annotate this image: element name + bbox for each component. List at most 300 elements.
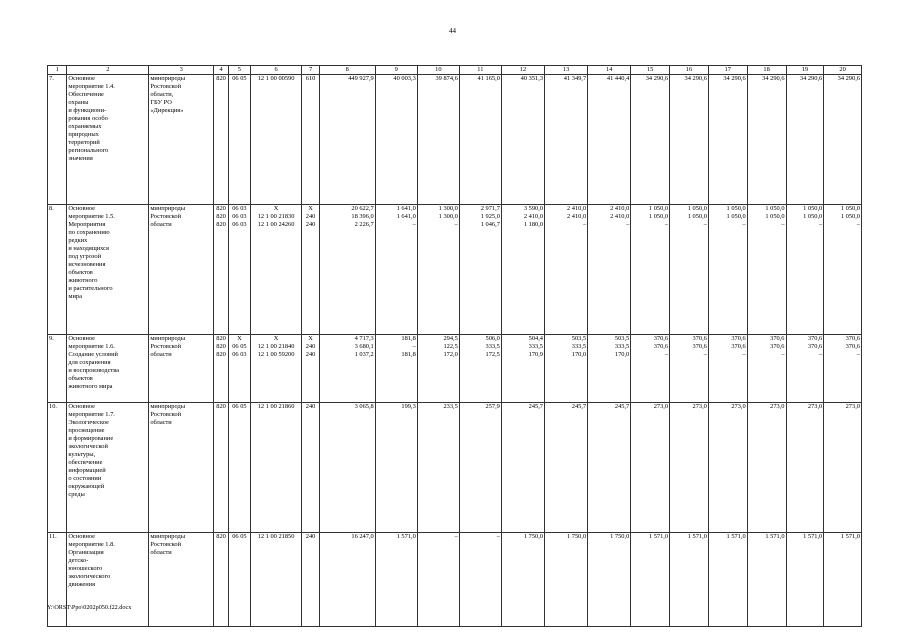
measure-name-line: охраны	[68, 99, 89, 106]
value-line: 41 440,4	[606, 75, 630, 82]
value-line: 122,5	[443, 343, 458, 350]
measure-name-line: мероприятие 1.6.	[68, 343, 115, 350]
measure-name-line: Экологическое	[68, 419, 109, 426]
value-line: 06 05	[232, 343, 247, 350]
executor-line: минприроды	[150, 205, 186, 212]
value-line: 1 050,0	[765, 205, 785, 212]
value-line: 1 050,0	[726, 205, 746, 212]
measure-name-line: мероприятие 1.5.	[68, 213, 115, 220]
value-cell	[824, 75, 862, 205]
value-line: 273,0	[731, 403, 746, 410]
value-line: 3 590,0	[523, 205, 544, 212]
value-cell	[319, 403, 375, 533]
value-line: 820	[216, 221, 226, 228]
value-line: 1 571,0	[840, 533, 860, 540]
value-cell	[708, 533, 747, 627]
measure-name-line: животного	[68, 277, 98, 284]
value-cell	[824, 335, 862, 403]
value-cell	[375, 75, 417, 205]
value-cell	[229, 403, 251, 533]
table-row	[48, 403, 862, 533]
measure-name-line: рования особо	[68, 115, 108, 122]
value-line: 2 410,0	[523, 213, 544, 220]
measure-name	[67, 335, 149, 403]
value-line: 34 290,6	[645, 75, 669, 82]
value-line: 34 290,6	[837, 75, 860, 82]
value-line: 257,9	[485, 403, 500, 410]
value-cell	[501, 75, 544, 205]
value-line: 504,4	[528, 335, 544, 342]
value-line: 333,5	[485, 343, 500, 350]
value-line: 820	[216, 343, 226, 350]
value-line: 181,8	[401, 351, 416, 358]
value-line: 41 349,7	[563, 75, 587, 82]
value-line: 3 065,8	[354, 403, 374, 410]
value-cell	[375, 403, 417, 533]
value-cell	[459, 75, 501, 205]
column-number: 9	[375, 66, 417, 75]
value-cell	[747, 335, 786, 403]
value-cell	[375, 335, 417, 403]
value-line: 16 247,0	[351, 533, 374, 540]
value-line: 1 750,0	[610, 533, 630, 540]
value-cell	[302, 75, 319, 205]
value-cell	[229, 205, 251, 335]
value-line: 06 05	[232, 75, 247, 82]
value-line: –	[664, 221, 669, 228]
value-cell	[417, 403, 459, 533]
value-cell	[417, 205, 459, 335]
column-number: 13	[545, 66, 588, 75]
value-cell	[229, 533, 251, 627]
measure-name-line: охраняемых	[68, 123, 102, 130]
value-line: 34 290,6	[723, 75, 746, 82]
value-line: 333,5	[571, 343, 587, 350]
value-cell	[824, 533, 862, 627]
value-line: 1 050,0	[803, 205, 823, 212]
value-line: 1 050,0	[803, 213, 823, 220]
value-line: 1 050,0	[687, 205, 707, 212]
value-line: 1 050,0	[840, 213, 860, 220]
value-line: 820	[216, 351, 226, 358]
value-cell	[501, 335, 544, 403]
value-line: 820	[216, 75, 226, 82]
table-row	[48, 205, 862, 335]
value-line: Х	[273, 335, 279, 342]
executor-line: Ростовской	[150, 213, 182, 220]
responsible-executor	[149, 403, 214, 533]
value-cell	[501, 533, 544, 627]
executor-line: Ростовской	[150, 343, 182, 350]
value-line: 06 03	[232, 213, 247, 220]
value-line: 12 1 00 21850	[257, 533, 295, 540]
value-line: 34 290,6	[762, 75, 785, 82]
value-line: 20 622,7	[351, 205, 374, 212]
value-line: Х	[237, 335, 242, 342]
value-line: 172,5	[485, 351, 500, 358]
measure-name-line: просвещение	[68, 427, 105, 434]
value-line: 233,5	[443, 403, 458, 410]
measure-name-line: обеспечение	[68, 459, 103, 466]
value-line: 240	[305, 213, 316, 220]
value-line: 1 571,0	[648, 533, 669, 540]
value-cell	[588, 335, 631, 403]
value-line: 12 1 00 21860	[257, 403, 295, 410]
value-cell	[670, 75, 709, 205]
value-cell	[588, 205, 631, 335]
value-line: 370,6	[653, 335, 669, 342]
column-number: 12	[501, 66, 544, 75]
value-line: 41 165,0	[477, 75, 500, 82]
value-line: 1 641,0	[396, 213, 416, 220]
measure-name-line: Основное	[68, 403, 96, 410]
measure-name-line: Основное	[68, 533, 96, 540]
value-cell	[631, 533, 670, 627]
value-line: 12 1 00 21840	[257, 343, 295, 350]
value-line: 2 410,0	[610, 213, 630, 220]
value-line: 39 874,6	[435, 75, 458, 82]
value-line: –	[856, 351, 860, 358]
column-number: 8	[319, 66, 375, 75]
executor-line: «Дирекция»	[150, 107, 184, 114]
measure-name-line: Создание условий	[68, 351, 118, 358]
value-cell	[670, 403, 709, 533]
value-line: 12 1 00 21830	[257, 213, 295, 220]
value-line: 1 050,0	[648, 213, 669, 220]
value-cell	[786, 335, 824, 403]
measure-name-line: Организация	[68, 549, 104, 556]
measure-name-line: Мероприятия	[68, 221, 106, 228]
responsible-executor	[149, 205, 214, 335]
value-line: 1 050,0	[687, 213, 707, 220]
value-cell	[302, 205, 319, 335]
value-cell	[588, 403, 631, 533]
measure-name-line: Основное	[68, 205, 96, 212]
value-line: –	[742, 351, 746, 358]
value-line: 1 050,0	[648, 205, 669, 212]
value-line: 2 410,0	[566, 205, 587, 212]
value-line: 1 180,0	[523, 221, 544, 228]
executor-line: Ростовской	[150, 411, 182, 418]
value-line: 1 571,0	[803, 533, 823, 540]
value-line: 370,6	[770, 335, 785, 342]
value-cell	[824, 205, 862, 335]
measure-name	[67, 533, 149, 627]
executor-line: минприроды	[150, 403, 186, 410]
value-line: 1 050,0	[765, 213, 785, 220]
measure-name-line: мероприятие 1.8.	[68, 541, 115, 548]
value-cell	[786, 533, 824, 627]
value-cell	[631, 205, 670, 335]
value-line: 240	[305, 343, 316, 350]
value-line: 2 226,7	[354, 221, 374, 228]
value-line: –	[742, 221, 746, 228]
value-line: 2 410,0	[610, 205, 630, 212]
value-cell	[229, 75, 251, 205]
measure-name	[67, 205, 149, 335]
page-number: 44	[449, 27, 456, 35]
value-line: 1 571,0	[396, 533, 416, 540]
value-line: 820	[216, 335, 226, 342]
row-number: 7.	[48, 75, 67, 205]
value-line: 610	[305, 75, 316, 82]
row-number: 8.	[48, 205, 67, 335]
value-line: 12 1 00 00590	[257, 75, 295, 82]
value-line: 240	[305, 351, 316, 358]
value-line: 199,3	[401, 403, 416, 410]
value-line: 245,7	[571, 403, 587, 410]
value-line: 1 050,0	[726, 213, 746, 220]
value-cell	[631, 75, 670, 205]
column-number: 6	[250, 66, 302, 75]
value-cell	[375, 205, 417, 335]
column-number: 14	[588, 66, 631, 75]
value-cell	[747, 75, 786, 205]
executor-line: области	[150, 419, 172, 426]
value-line: –	[703, 351, 707, 358]
value-line: 820	[216, 533, 226, 540]
value-cell	[631, 335, 670, 403]
measure-name-line: объектов	[68, 269, 93, 276]
executor-line: ГБУ РО	[150, 99, 172, 106]
value-cell	[747, 205, 786, 335]
value-cell	[670, 205, 709, 335]
measure-name-line: значения	[68, 155, 93, 162]
row-number: 11.	[48, 533, 67, 627]
measure-name-line: экологического	[68, 573, 111, 580]
measure-name-line: и находящихся	[68, 245, 109, 252]
value-line: 273,0	[807, 403, 823, 410]
value-line: 170,9	[528, 351, 544, 358]
value-line: 273,0	[692, 403, 707, 410]
value-line: 1 037,2	[354, 351, 374, 358]
value-line: 245,7	[614, 403, 630, 410]
table-row	[48, 75, 862, 205]
value-line: Х	[308, 335, 313, 342]
value-line: –	[412, 221, 416, 228]
value-line: 503,5	[614, 335, 630, 342]
measure-name-line: под угрозой	[68, 253, 101, 260]
value-cell	[708, 205, 747, 335]
value-line: 1 750,0	[523, 533, 544, 540]
value-cell	[545, 75, 588, 205]
value-line: 06 05	[232, 533, 247, 540]
value-line: 1 925,0	[480, 213, 500, 220]
measure-name-line: Основное	[68, 335, 96, 342]
value-line: 1 046,7	[480, 221, 500, 228]
value-cell	[319, 205, 375, 335]
value-line: 370,6	[845, 335, 860, 342]
column-number: 11	[459, 66, 501, 75]
value-line: 294,5	[443, 335, 458, 342]
value-cell	[786, 205, 824, 335]
executor-line: области,	[150, 91, 174, 98]
measure-name-line: экологической	[68, 443, 108, 450]
measure-name	[67, 403, 149, 533]
column-number: 19	[786, 66, 824, 75]
file-path-footer: Y:\ORST\Ppo\0202p050.f22.docx	[47, 604, 132, 611]
value-line: 273,0	[845, 403, 860, 410]
value-line: Х	[308, 205, 313, 212]
value-line: 34 290,6	[684, 75, 707, 82]
value-cell	[588, 75, 631, 205]
row-number: 10.	[48, 403, 67, 533]
column-number-row	[48, 66, 862, 75]
measure-name-line: Обеспечение	[68, 91, 104, 98]
budget-table	[47, 65, 862, 627]
measure-name-line: для сохранения	[68, 359, 111, 366]
value-line: 40 003,3	[393, 75, 416, 82]
value-cell	[459, 205, 501, 335]
value-cell	[214, 205, 229, 335]
responsible-executor	[149, 335, 214, 403]
value-line: 240	[305, 533, 316, 540]
measure-name-line: мероприятие 1.4.	[68, 83, 115, 90]
measure-name-line: детско-	[68, 557, 89, 564]
value-line: 34 290,6	[799, 75, 823, 82]
measure-name-line: движения	[68, 581, 96, 588]
value-cell	[747, 403, 786, 533]
value-cell	[501, 403, 544, 533]
value-cell	[545, 335, 588, 403]
value-cell	[375, 533, 417, 627]
value-cell	[319, 75, 375, 205]
value-line: 2 410,0	[566, 213, 587, 220]
value-line: 506,0	[485, 335, 500, 342]
table-row	[48, 335, 862, 403]
column-number: 15	[631, 66, 670, 75]
value-line: 370,6	[653, 343, 669, 350]
row-number: 9.	[48, 335, 67, 403]
value-cell	[459, 403, 501, 533]
value-line: 1 300,0	[438, 205, 458, 212]
measure-name-line: и функциони-	[68, 107, 107, 114]
value-cell	[302, 403, 319, 533]
responsible-executor	[149, 75, 214, 205]
column-number: 7	[302, 66, 319, 75]
value-line: 40 351,3	[520, 75, 544, 82]
column-number: 20	[824, 66, 862, 75]
column-number: 2	[67, 66, 149, 75]
value-cell	[459, 335, 501, 403]
measure-name-line: регионального	[68, 147, 109, 154]
measure-name-line: о состоянии	[68, 475, 102, 482]
value-line: 1 750,0	[566, 533, 587, 540]
value-line: 1 571,0	[765, 533, 785, 540]
measure-name-line: и растительного	[68, 285, 113, 292]
value-cell	[545, 403, 588, 533]
value-line: –	[496, 533, 500, 540]
value-cell	[229, 335, 251, 403]
value-cell	[319, 335, 375, 403]
value-line: –	[856, 221, 860, 228]
value-line: 820	[216, 205, 226, 212]
value-cell	[302, 335, 319, 403]
column-number: 10	[417, 66, 459, 75]
value-line: 370,6	[731, 343, 746, 350]
table-row	[48, 533, 862, 627]
value-line: –	[781, 221, 785, 228]
measure-name-line: объектов	[68, 375, 93, 382]
value-line: –	[664, 351, 669, 358]
value-line: –	[626, 221, 630, 228]
value-line: 449 927,9	[348, 75, 374, 82]
value-line: 3 680,1	[354, 343, 374, 350]
column-number: 5	[229, 66, 251, 75]
value-cell	[214, 403, 229, 533]
value-cell	[250, 403, 302, 533]
value-line: 170,0	[571, 351, 587, 358]
value-cell	[670, 533, 709, 627]
value-line: 172,0	[443, 351, 458, 358]
column-number: 4	[214, 66, 229, 75]
column-number: 18	[747, 66, 786, 75]
measure-name-line: редких	[68, 237, 88, 244]
value-line: 820	[216, 213, 226, 220]
measure-name-line: Основное	[68, 75, 96, 82]
executor-line: Ростовской	[150, 541, 182, 548]
executor-line: области	[150, 221, 172, 228]
value-line: 1 050,0	[840, 205, 860, 212]
value-cell	[786, 75, 824, 205]
value-line: 370,6	[807, 343, 823, 350]
value-cell	[708, 403, 747, 533]
measure-name-line: окружающей	[68, 483, 105, 490]
value-cell	[670, 335, 709, 403]
value-cell	[824, 403, 862, 533]
value-line: –	[781, 351, 785, 358]
value-line: –	[703, 221, 707, 228]
value-cell	[417, 75, 459, 205]
value-line: 503,5	[571, 335, 587, 342]
measure-name-line: территорий	[68, 139, 100, 146]
value-line: 245,7	[528, 403, 544, 410]
value-line: 12 1 00 24260	[257, 221, 295, 228]
value-line: 12 1 00 59200	[257, 351, 295, 358]
executor-line: минприроды	[150, 75, 186, 82]
executor-line: минприроды	[150, 533, 186, 540]
value-line: Х	[273, 205, 279, 212]
measure-name-line: и воспроизводства	[68, 367, 119, 374]
value-line: –	[454, 221, 458, 228]
value-cell	[250, 75, 302, 205]
value-line: –	[454, 533, 458, 540]
column-number: 1	[48, 66, 67, 75]
value-line: 1 641,0	[396, 205, 416, 212]
measure-name-line: по сохранению	[68, 229, 110, 236]
measure-name-line: животного мира	[68, 383, 113, 390]
measure-name-line: мира	[68, 293, 82, 300]
value-cell	[786, 403, 824, 533]
measure-name	[67, 75, 149, 205]
value-cell	[708, 75, 747, 205]
measure-name-line: природных	[68, 131, 99, 138]
value-line: –	[819, 221, 823, 228]
value-line: 181,8	[401, 335, 416, 342]
column-number: 3	[149, 66, 214, 75]
value-line: 240	[305, 403, 316, 410]
value-line: –	[582, 221, 587, 228]
value-cell	[302, 533, 319, 627]
value-cell	[747, 533, 786, 627]
column-number: 16	[670, 66, 709, 75]
measure-name-line: информацией	[68, 467, 106, 474]
value-cell	[319, 533, 375, 627]
value-line: 370,6	[770, 343, 785, 350]
value-cell	[214, 335, 229, 403]
value-cell	[214, 75, 229, 205]
value-line: 06 03	[232, 351, 247, 358]
